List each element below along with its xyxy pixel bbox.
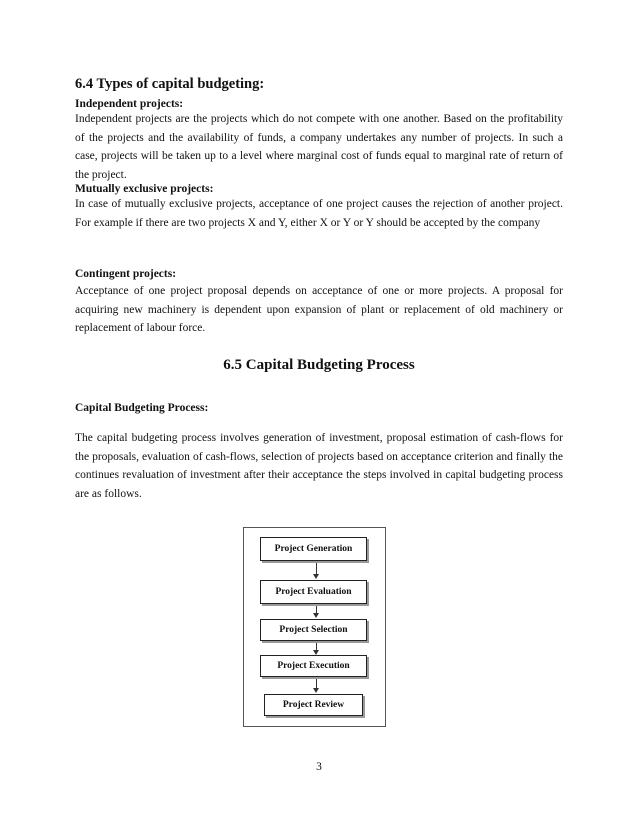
contingent-projects-paragraph: Acceptance of one project proposal depends on acceptance of one or more projects. A proposal for acquiring new machinery is dependent upon expansion of plant or replacement of old machinery or replacement of labour force. xyxy=(75,285,563,335)
flow-step-evaluation: Project Evaluation xyxy=(260,580,367,604)
process-flowchart xyxy=(243,527,386,727)
flow-step-review: Project Review xyxy=(264,694,363,716)
process-subheading: Capital Budgeting Process: xyxy=(75,402,209,414)
independent-projects-heading: Independent projects: xyxy=(75,98,184,110)
process-paragraph: The capital budgeting process involves generation of investment, proposal estimation of cash-flows for the proposals, evaluation of cash-flows, selection of projects based on acceptance criterion and finally the continues revaluation of investment after their acceptance the steps involved in capital budgeting process are as follows. xyxy=(75,432,563,500)
flow-step-execution: Project Execution xyxy=(260,655,367,677)
arrow-down-icon xyxy=(313,688,319,693)
mutually-exclusive-paragraph: In case of mutually exclusive projects, acceptance of one project causes the rejection of another project. For example if there are two projects X and Y, either X or Y or Y should be accepted by the company xyxy=(75,198,563,229)
page-number: 3 xyxy=(316,761,322,773)
flow-step-selection: Project Selection xyxy=(260,619,367,641)
contingent-projects-heading: Contingent projects: xyxy=(75,268,177,280)
arrow-down-icon xyxy=(313,613,319,618)
flow-step-generation: Project Generation xyxy=(260,537,367,561)
arrow-down-icon xyxy=(313,574,319,579)
section-title-6-5: 6.5 Capital Budgeting Process xyxy=(223,357,415,373)
section-title-6-4: 6.4 Types of capital budgeting: xyxy=(75,76,265,92)
mutually-exclusive-heading: Mutually exclusive projects: xyxy=(75,183,214,195)
independent-projects-paragraph: Independent projects are the projects which do not compete with one another. Based on the profitability of the projects and the availability of funds, a company undertakes any number of projects. In such a case, projects will be taken up to a level where marginal cost of funds equal to marginal rate of return of the project. xyxy=(75,113,563,181)
